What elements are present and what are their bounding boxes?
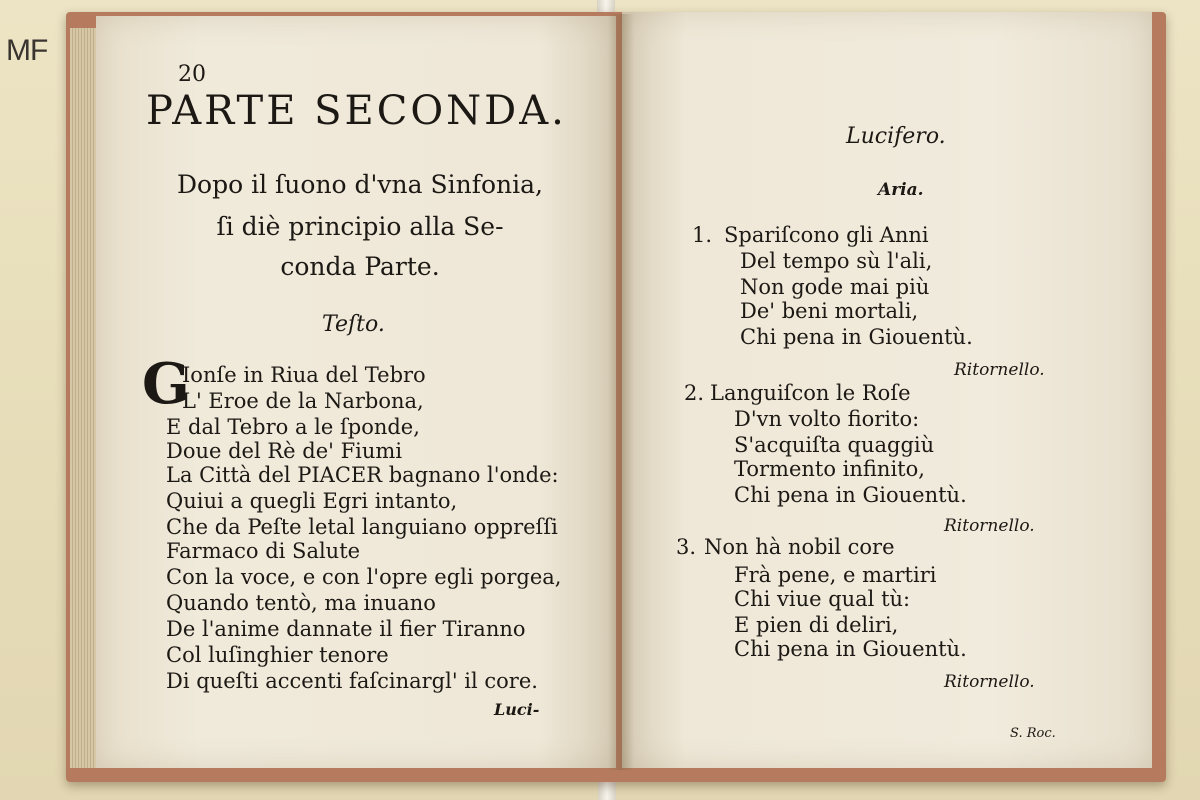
- stanza-line: S'acquiſta quaggiù: [734, 433, 935, 457]
- verse-line: E dal Tebro a le ſponde,: [166, 415, 420, 439]
- stanza-line: Languiſcon le Roſe: [710, 381, 911, 405]
- stanza-line: De' beni mortali,: [740, 299, 919, 323]
- verse-line: Che da Peſte letal languiano oppreſſi: [166, 515, 558, 539]
- verse-line: De l'anime dannate il fier Tiranno: [166, 617, 526, 641]
- section-label-testo: Teſto.: [322, 312, 385, 337]
- verse-line: Con la voce, e con l'opre egli porgea,: [166, 565, 562, 589]
- ritornello-label: Ritornello.: [944, 516, 1035, 536]
- book-gutter: [608, 14, 634, 770]
- intro-line-3: conda Parte.: [280, 252, 440, 281]
- stanza-line: Non gode mai più: [740, 275, 930, 299]
- stanza-number: 3.: [676, 535, 697, 559]
- page-number: 20: [178, 62, 206, 87]
- stanza-line: E pien di deliri,: [734, 613, 899, 637]
- stanza-number: 2.: [684, 381, 705, 405]
- verse-line: L' Eroe de la Narbona,: [182, 389, 424, 413]
- verse-line: Col luſinghier tenore: [166, 643, 389, 667]
- stanza-line: Chi pena in Giouentù.: [734, 637, 967, 661]
- catchword: Luci-: [494, 700, 540, 719]
- part-title: PARTE SECONDA.: [146, 88, 567, 134]
- verse-line: Ionſe in Riua del Tebro: [182, 363, 426, 387]
- stanza-line: Chi pena in Giouentù.: [734, 483, 967, 507]
- ritornello-label: Ritornello.: [944, 672, 1035, 692]
- verse-line: Farmaco di Salute: [166, 539, 361, 563]
- verse-line: Quando tentò, ma inuano: [166, 591, 436, 615]
- verse-line: Di queſti accenti faſcinargl' il core.: [166, 669, 538, 693]
- stanza-line: Tormento infinito,: [734, 457, 925, 481]
- stanza-line: Spariſcono gli Anni: [724, 223, 929, 247]
- stanza-line: Chi pena in Giouentù.: [740, 325, 973, 349]
- signature-mark: S. Roc.: [1010, 726, 1056, 741]
- speaker-name: Lucifero.: [846, 124, 946, 149]
- intro-line-1: Dopo il ſuono d'vna Sinfonia,: [177, 170, 543, 199]
- drop-cap: G: [142, 351, 190, 417]
- intro-line-2: ſi diè principio alla Se-: [216, 212, 504, 241]
- stanza-number: 1.: [692, 223, 713, 247]
- stanza-line: Frà pene, e martiri: [734, 563, 937, 587]
- stanza-line: Del tempo sù l'ali,: [740, 249, 933, 273]
- stanza-line: Chi viue qual tù:: [734, 587, 911, 611]
- ritornello-label: Ritornello.: [954, 360, 1045, 380]
- stanza-line: D'vn volto fiorito:: [734, 407, 920, 431]
- verse-line: Doue del Rè de' Fiumi: [166, 439, 403, 463]
- shelfmark-label: MF: [6, 34, 48, 67]
- aria-label: Aria.: [878, 180, 924, 200]
- verse-line: Quiui a quegli Egri intanto,: [166, 489, 458, 513]
- verse-line: La Città del PIACER bagnano l'onde:: [166, 463, 559, 487]
- stanza-line: Non hà nobil core: [704, 535, 895, 559]
